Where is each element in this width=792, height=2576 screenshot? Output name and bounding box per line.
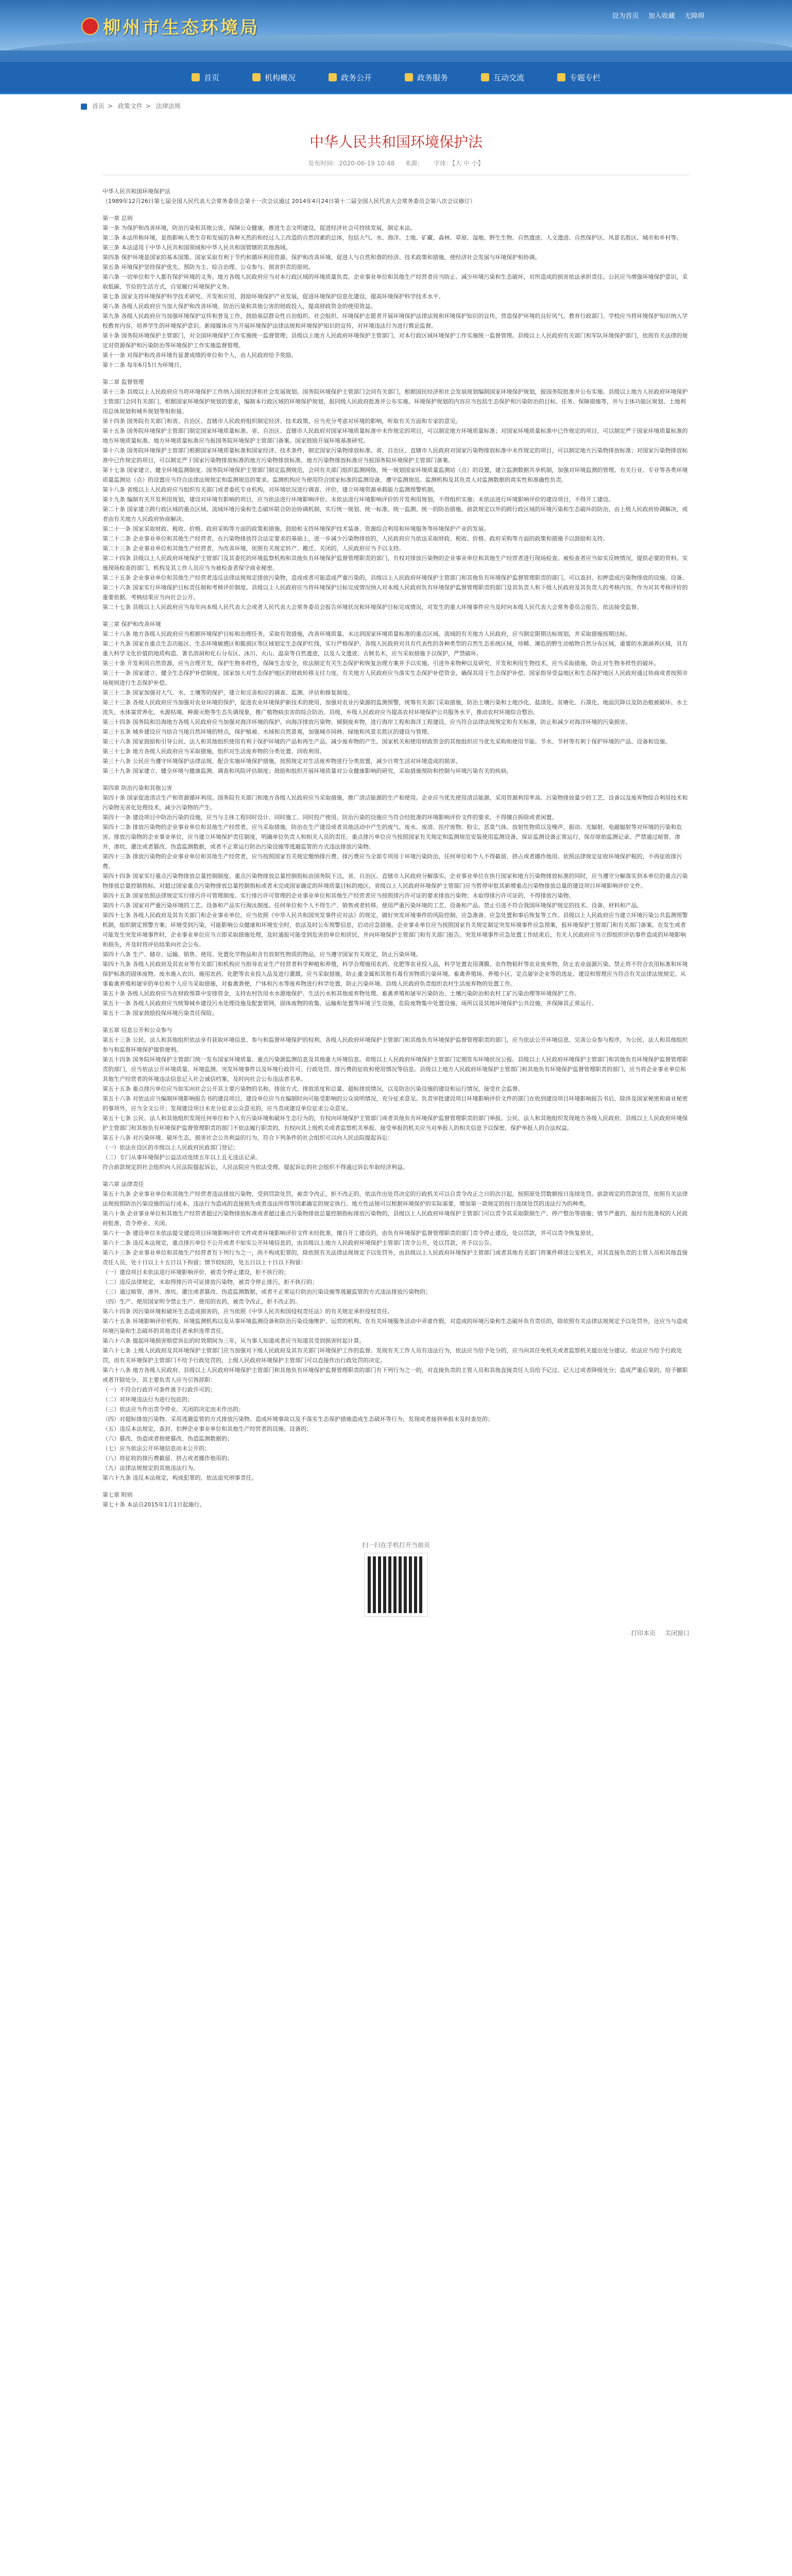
breadcrumb-item[interactable]: 法律法规	[156, 103, 181, 110]
article-paragraph: 第六十条 企业事业单位和其他生产经营者超过污染物排放标准或者超过重点污染物排放总量控制指标排放污染物的，县级以上人民政府环境保护主管部门可以责令其采取限制生产、停产整治等措施；情节严重的，报经有批准权的人民政府批准，责令停业、关闭。	[102, 1210, 688, 1227]
article-paragraph: （四）生产、使用国家明令禁止生产、使用的农药，被责令改正，拒不改正的。	[102, 1298, 301, 1305]
article-paragraph: 第三十条 开发利用自然资源，应当合理开发，保护生物多样性，保障生态安全，依法制定有关生态保护和恢复治理方案并予以实施。引进外来物种以及研究、开发和利用生物技术，应当采取措施，防止对生物多样性的破坏。	[102, 660, 660, 667]
article-paragraph: 第四十二条 排放污染物的企业事业单位和其他生产经营者，应当采取措施，防治在生产建设或者其他活动中产生的废气、废水、废渣、医疗废物、粉尘、恶臭气体、放射性物质以及噪声、振动、光辐射、电磁辐射等对环境的污染和危害。排放污染物的企业事业单位，应当建立环境保护责任制度，明确单位负责人和相关人员的责任。重点排污单位应当按照国家有关规定和监测规范安装使用监测设备，保证监测设备正常运行，保存原始监测记录。严禁通过暗管、渗井、渗坑、灌注或者篡改、伪造监测数据，或者不正常运行防治污染设施等逃避监管的方式违法排放污染物。	[102, 824, 682, 850]
article-paragraph: 第五十九条 企业事业单位和其他生产经营者违法排放污染物，受到罚款处罚，被责令改正，拒不改正的，依法作出处罚决定的行政机关可以自责令改正之日的次日起，按照原处罚数额按日连续处罚。前款规定的罚款处罚，依照有关法律法规按照防治污染设施的运行成本、违法行为造成的直接损失或者违法所得等因素确定的规定执行。地方性法规可以根据环境保护的实际需要，增加第一款规定的按日连续处罚的违法行为的种类。	[102, 1191, 688, 1207]
chapter-heading: 第六章 法律责任	[102, 1181, 144, 1188]
article-title: 中华人民共和国环境保护法	[309, 133, 483, 150]
article-paragraph: 第三十一条 国家建立、健全生态保护补偿制度。国家加大对生态保护地区的财政转移支付力度。有关地方人民政府应当落实生态保护补偿资金，确保其用于生态保护补偿。国家指导受益地区和生态保护地区人民政府通过协商或者按照市场规则进行生态保护补偿。	[102, 670, 688, 686]
article-paragraph: （三）通过暗管、渗井、渗坑、灌注或者篡改、伪造监测数据，或者不正常运行防治污染设施等逃避监管的方式违法排放污染物的；	[102, 1289, 431, 1295]
document-icon	[329, 73, 337, 81]
article-paragraph: 第四十八条 生产、储存、运输、销售、使用、处置化学物品和含有放射性物质的物品，应当遵守国家有关规定，防止污染环境。	[102, 951, 422, 958]
close-button[interactable]: 关闭窗口	[664, 1630, 690, 1637]
nav-item-topics[interactable]	[550, 72, 608, 83]
article-paragraph: （一）建设项目未依法进行环境影响评价，被责令停止建设，拒不执行的；	[102, 1269, 289, 1276]
article-paragraph: 第五十五条 重点排污单位应当如实向社会公开其主要污染物的名称、排放方式、排放浓度和总量、超标排放情况，以及防治污染设施的建设和运行情况，接受社会监督。	[102, 1086, 524, 1092]
article	[102, 131, 690, 1618]
article-paragraph: 第三十八条 公民应当遵守环境保护法律法规，配合实施环境保护措施，按照规定对生活废弃物进行分类放置，减少日常生活对环境造成的损害。	[102, 758, 461, 765]
chapter-heading: 第二章 监督管理	[102, 379, 144, 385]
article-paragraph: 第二十八条 地方各级人民政府应当根据环境保护目标和治理任务，采取有效措施，改善环境质量。未达到国家环境质量标准的重点区域、流域的有关地方人民政府，应当制定限期达标规划，并采取措施按期达标。	[102, 631, 631, 637]
article-paragraph: 第六十八条 地方各级人民政府、县级以上人民政府环境保护主管部门和其他负有环境保护监督管理职责的部门有下列行为之一的，对直接负责的主管人员和其他直接责任人员给予记过、记大过或者降级处分；造成严重后果的，给予撤职或者开除处分，其主要负责人应当引咎辞职：	[102, 1367, 688, 1383]
chat-icon	[481, 73, 489, 81]
breadcrumb-separator: >	[107, 103, 113, 110]
article-paragraph: 第六十二条 违反本法规定，重点排污单位不公开或者不如实公开环境信息的，由县级以上地方人民政府环境保护主管部门责令公开，处以罚款，并予以公告。	[102, 1240, 495, 1246]
article-paragraph: （二）对环境违法行为进行包庇的；	[102, 1396, 193, 1403]
breadcrumb-item[interactable]: 政策文件	[117, 103, 143, 110]
article-paragraph: （二）违反法律规定，未取得排污许可证排放污染物，被责令停止排污，拒不执行的；	[102, 1279, 318, 1285]
nav-item-services[interactable]	[398, 72, 455, 83]
article-paragraph: 第四条 保护环境是国家的基本国策。国家采取有利于节约和循环利用资源、保护和改善环境、促进人与自然和谐的经济、技术政策和措施，使经济社会发展与环境保护相协调。	[102, 254, 541, 261]
publish-time: 发布时间：2020-06-19 10:48	[308, 160, 395, 167]
nav-label: 首页	[203, 73, 219, 82]
nav-item-public[interactable]	[321, 72, 379, 83]
article-paragraph: 第五十八条 对污染环境、破坏生态，损害社会公共利益的行为，符合下列条件的社会组织可以向人民法院提起诉讼：	[102, 1134, 393, 1141]
article-paragraph: 第七条 国家支持环境保护科学技术研究、开发和应用，鼓励环境保护产业发展，促进环境保护信息化建设，提高环境保护科学技术水平。	[102, 293, 444, 300]
article-paragraph: 第五十三条 公民、法人和其他组织依法享有获取环境信息、参与和监督环境保护的权利。各级人民政府环境保护主管部门和其他负有环境保护监督管理职责的部门，应当依法公开环境信息、完善公众参与程序，为公民、法人和其他组织参与和监督环境保护提供便利。	[102, 1037, 688, 1053]
article-paragraph: 第六条 一切单位和个人都有保护环境的义务。地方各级人民政府应当对本行政区域的环境质量负责。企业事业单位和其他生产经营者应当防止、减少环境污染和生态破坏，对所造成的损害依法承担责任。公民应当增强环境保护意识，采取低碳、节俭的生活方式，自觉履行环境保护义务。	[102, 274, 688, 290]
article-paragraph: （三）依法应当作出责令停业、关闭的决定而未作出的；	[102, 1406, 244, 1413]
site-name: 柳州市生态环境局	[103, 18, 260, 38]
service-icon	[405, 73, 413, 81]
article-paragraph: 第三十六条 国家鼓励和引导公民、法人和其他组织使用有利于保护环境的产品和再生产品，减少废弃物的产生。国家机关和使用财政资金的其他组织应当优先采购和使用节能、节水、节材等有利于保护环境的产品、设备和设施。	[102, 738, 671, 745]
article-paragraph: （一）依法在设区的市级以上人民政府民政部门登记；	[102, 1144, 238, 1151]
article-paragraph: 第三十三条 各级人民政府应当加强对农业环境的保护，促进农业环境保护新技术的使用，加强对农业污染源的监测预警，统筹有关部门采取措施，防治土壤污染和土地沙化、盐渍化、贫瘠化、石漠化、地面沉降以及防治植被破坏、水土流失、水体富营养化、水源枯竭、种源灭绝等生态失调现象，推广植物病虫害的综合防治。县级、乡级人民政府应当提高农村环境保护公共服务水平，推动农村环境综合整治。	[102, 699, 688, 716]
article-paragraph: 第四十七条 各级人民政府及其有关部门和企业事业单位，应当依照《中华人民共和国突发事件应对法》的规定，做好突发环境事件的风险控制、应急准备、应急处置和事后恢复等工作。县级以上人民政府应当建立环境污染公共监测预警机制，组织制定预警方案；环境受到污染，可能影响公众健康和环境安全时，依法及时公布预警信息，启动应急措施。企业事业单位应当按照国家有关规定制定突发环境事件应急预案，报环境保护主管部门和有关部门备案。在发生或者可能发生突发环境事件时，企业事业单位应当立即采取措施处理，及时通报可能受到危害的单位和居民，并向环境保护主管部门和有关部门报告。突发环境事件应急处置工作结束后，有关人民政府应当立即组织评估事件造成的环境影响和损失，并及时将评估结果向社会公布。	[102, 912, 688, 948]
article-paragraph: 第四十六条 国家对严重污染环境的工艺、设备和产品实行淘汰制度。任何单位和个人不得生产、销售或者转移、使用严重污染环境的工艺、设备和产品。禁止引进不符合我国环境保护规定的技术、设备、材料和产品。	[102, 902, 643, 909]
article-paragraph: 第五十二条 国家鼓励投保环境污染责任保险。	[102, 1010, 218, 1016]
article-paragraph: 第八条 各级人民政府应当加大保护和改善环境、防治污染和其他公害的财政投入，提高财政资金的使用效益。	[102, 303, 376, 310]
main-nav	[0, 62, 792, 94]
breadcrumb-separator: >	[145, 103, 151, 110]
article-paragraph: 中华人民共和国环境保护法	[102, 188, 170, 195]
top-link[interactable]: 加入收藏	[648, 12, 675, 20]
article-paragraph: 第二十五条 企业事业单位和其他生产经营者违反法律法规规定排放污染物，造成或者可能造成严重污染的，县级以上人民政府环境保护主管部门和其他负有环境保护监督管理职责的部门，可以查封、扣押造成污染物排放的设施、设备。	[102, 574, 688, 581]
site-logo[interactable]	[81, 13, 260, 39]
article-paragraph: 第四十五条 国家依照法律规定实行排污许可管理制度。实行排污许可管理的企业事业单位和其他生产经营者应当按照排污许可证的要求排放污染物；未取得排污许可证的，不得排放污染物。	[102, 892, 575, 899]
article-paragraph: 第四十九条 各级人民政府及其农业等有关部门和机构应当指导农业生产经营者科学种植和养殖，科学合理施用农药、化肥等农业投入品，科学处置农用薄膜、农作物秸秆等农业废弃物，防止农业面源污染。禁止将不符合农用标准和环境保护标准的固体废物、废水施入农田。施用农药、化肥等农业投入品及进行灌溉，应当采取措施，防止重金属和其他有毒有害物质污染环境。畜禽养殖场、养殖小区、定点屠宰企业等的选址、建设和管理应当符合有关法律法规规定。从事畜禽养殖和屠宰的单位和个人应当采取措施，对畜禽粪便、尸体和污水等废弃物进行科学处置，防止污染环境。县级人民政府负责组织农村生活废弃物的处置工作。	[102, 961, 688, 987]
article-paragraph: 第四十一条 建设项目中防治污染的设施，应当与主体工程同时设计、同时施工、同时投产使用。防治污染的设施应当符合经批准的环境影响评价文件的要求，不得擅自拆除或者闲置。	[102, 814, 558, 821]
article-paragraph: 第二十六条 国家实行环境保护目标责任制和考核评价制度。县级以上人民政府应当将环境保护目标完成情况纳入对本级人民政府负有环境保护监督管理职责的部门及其负责人和下级人民政府及其负责人的考核内容，作为对其考核评价的重要依据。考核结果应当向社会公开。	[102, 584, 688, 601]
article-paragraph: 第七十条 本法自2015年1月1日起施行。	[102, 1501, 205, 1508]
emblem-icon	[81, 18, 99, 35]
article-paragraph: 第三十二条 国家加强对大气、水、土壤等的保护，建立和完善相应的调查、监测、评估和修复制度。	[102, 689, 354, 696]
article-paragraph: 第十五条 国务院环境保护主管部门制定国家环境质量标准。省、自治区、直辖市人民政府对国家环境质量标准中未作规定的项目，可以制定地方环境质量标准；对国家环境质量标准中已作规定的项目，可以制定严于国家环境质量标准的地方环境质量标准。地方环境质量标准应当报国务院环境保护主管部门备案。国家鼓励开展环境基准研究。	[102, 428, 688, 444]
nav-item-interaction[interactable]	[474, 72, 531, 83]
article-paragraph: 第六十四条 因污染环境和破坏生态造成损害的，应当依照《中华人民共和国侵权责任法》的有关规定承担侵权责任。	[102, 1308, 393, 1315]
nav-item-home[interactable]	[184, 72, 227, 83]
article-paragraph: 第五十四条 国务院环境保护主管部门统一发布国家环境质量、重点污染源监测信息及其他重大环境信息。省级以上人民政府环境保护主管部门定期发布环境状况公报。县级以上人民政府环境保护主管部门和其他负有环境保护监督管理职责的部门，应当依法公开环境质量、环境监测、突发环境事件以及环境行政许可、行政处罚、排污费的征收和使用情况等信息。县级以上地方人民政府环境保护主管部门和其他负有环境保护监督管理职责的部门，应当将企业事业单位和其他生产经营者的环境违法信息记入社会诚信档案，及时向社会公布违法者名单。	[102, 1056, 688, 1082]
article-paragraph: 第十条 国务院环境保护主管部门，对全国环境保护工作实施统一监督管理；县级以上地方人民政府环境保护主管部门，对本行政区域环境保护工作实施统一监督管理。县级以上人民政府有关部门和军队环境保护部门，依照有关法律的规定对资源保护和污染防治等环境保护工作实施监督管理。	[102, 332, 688, 349]
chapter-heading: 第三章 保护和改善环境	[102, 621, 161, 628]
article-paragraph: 第五十一条 各级人民政府应当统筹城乡建设污水处理设施及配套管网，固体废物的收集、运输和处置等环境卫生设施，危险废物集中处置设施、场所以及其他环境保护公共设施，并保障其正常运行。	[102, 1000, 597, 1007]
article-paragraph: 第六十五条 环境影响评价机构、环境监测机构以及从事环境监测设备和防治污染设施维护、运营的机构，在有关环境服务活动中弄虚作假，对造成的环境污染和生态破坏负有责任的，除依照有关法律法规规定予以处罚外，还应当与造成环境污染和生态破坏的其他责任者承担连带责任。	[102, 1318, 688, 1334]
article-paragraph: 第六十九条 违反本法规定，构成犯罪的，依法追究刑事责任。	[102, 1475, 257, 1481]
article-paragraph: （四）对超标排放污染物、采用逃避监管的方式排放污染物、造成环境事故以及不落实生态保护措施造成生态破坏等行为，发现或者接到举报未及时查处的；	[102, 1416, 493, 1422]
nav-label: 互动交流	[493, 73, 525, 82]
nav-label: 机构概况	[264, 73, 296, 82]
article-paragraph: 第六十三条 企业事业单位和其他生产经营者有下列行为之一，尚不构成犯罪的，除依照有关法律法规规定予以处罚外，由县级以上人民政府环境保护主管部门或者其他有关部门将案件移送公安机关，对其直接负责的主管人员和其他直接责任人员，处十日以上十五日以下拘留；情节较轻的，处五日以上十日以下拘留：	[102, 1249, 688, 1266]
article-paragraph: 第四十三条 排放污染物的企业事业单位和其他生产经营者，应当按照国家有关规定缴纳排污费。排污费应当全部专项用于环境污染防治，任何单位和个人不得截留、挤占或者挪作他用。依照法律规定征收环境保护税的，不再征收排污费。	[102, 853, 682, 870]
article-paragraph: 第十一条 对保护和改善环境有显著成绩的单位和个人，由人民政府给予奖励。	[102, 352, 297, 359]
article-paragraph: 第十四条 国务院有关部门和省、自治区、直辖市人民政府组织制定经济、技术政策，应当充分考虑对环境的影响，听取有关方面和专家的意见。	[102, 418, 461, 425]
article-paragraph: （五）违反本法规定，查封、扣押企业事业单位和其他生产经营者的设施、设备的；	[102, 1426, 312, 1432]
article-meta	[102, 159, 690, 175]
article-paragraph: 第三十四条 国务院和沿海地方各级人民政府应当加强对海洋环境的保护。向海洋排放污染物、倾倒废弃物，进行海岸工程和海洋工程建设，应当符合法律法规规定和有关标准，防止和减少对海洋环境的污染损害。	[102, 719, 631, 725]
article-paragraph: 第五十七条 公民、法人和其他组织发现任何单位和个人有污染环境和破坏生态行为的，有权向环境保护主管部门或者其他负有环境保护监督管理职责的部门举报。公民、法人和其他组织发现地方各级人民政府、县级以上人民政府环境保护主管部门和其他负有环境保护监督管理职责的部门不依法履行职责的，有权向其上级机关或者监察机关举报。接受举报的机关应当对举报人的相关信息予以保密，保护举报人的合法权益。	[102, 1115, 688, 1131]
article-paragraph: 第二十四条 县级以上人民政府环境保护主管部门及其委托的环境监察机构和其他负有环境保护监督管理职责的部门，有权对排放污染物的企业事业单位和其他生产经营者进行现场检查。被检查者应当如实反映情况，提供必要的资料。实施现场检查的部门、机构及其工作人员应当为被检查者保守商业秘密。	[102, 555, 688, 571]
chapter-heading: 第一章 总则	[102, 215, 133, 222]
building-icon	[252, 73, 261, 81]
article-paragraph: 第六十一条 建设单位未依法提交建设项目环境影响评价文件或者环境影响评价文件未经批准，擅自开工建设的，由负有环境保护监督管理职责的部门责令停止建设，处以罚款，并可以责令恢复原状。	[102, 1230, 597, 1236]
page-tools	[102, 1629, 690, 1637]
article-paragraph: （1989年12月26日第七届全国人民代表大会常务委员会第十一次会议通过 2014年4月24日第十二届全国人民代表大会常务委员会第八次会议修订）	[102, 198, 476, 205]
top-link[interactable]: 设为首页	[612, 12, 639, 20]
article-paragraph: （八）将征收的排污费截留、挤占或者挪作他用的；	[102, 1455, 233, 1462]
article-paragraph: 第二十二条 企业事业单位和其他生产经营者，在污染物排放符合法定要求的基础上，进一步减少污染物排放的，人民政府应当依法采取财政、税收、价格、政府采购等方面的政策和措施予以鼓励和支持。	[102, 535, 609, 542]
font-size-control[interactable]: 字体：【大 中 小】	[434, 160, 484, 167]
article-paragraph: 第一条 为保护和改善环境，防治污染和其他公害，保障公众健康，推进生态文明建设，促进经济社会可持续发展，制定本法。	[102, 225, 416, 231]
home-icon	[81, 104, 87, 110]
article-paragraph: 第二十一条 国家采取财政、税收、价格、政府采购等方面的政策和措施，鼓励和支持环境保护技术装备、资源综合利用和环境服务等环境保护产业的发展。	[102, 526, 490, 532]
article-paragraph: （九）法律法规规定的其他违法行为。	[102, 1465, 199, 1471]
home-icon	[192, 73, 200, 81]
banner-water	[0, 50, 792, 62]
article-paragraph: 第十八条 省级以上人民政府应当组织有关部门或者委托专业机构，对环境状况进行调查、评价，建立环境资源承载能力监测预警机制。	[102, 486, 439, 493]
top-link[interactable]: 无障碍	[684, 12, 704, 20]
article-paragraph: （六）篡改、伪造或者指使篡改、伪造监测数据的；	[102, 1435, 233, 1442]
article-paragraph: 第三十九条 国家建立、健全环境与健康监测、调查和风险评估制度；鼓励和组织开展环境质量对公众健康影响的研究，采取措施预防和控制与环境污染有关的疾病。	[102, 768, 512, 774]
article-paragraph: 第三十七条 地方各级人民政府应当采取措施，组织对生活废弃物的分类处置、回收利用。	[102, 748, 325, 755]
article-paragraph: 符合前款规定的社会组织向人民法院提起诉讼，人民法院应当依法受理。提起诉讼的社会组织不得通过诉讼牟取经济利益。	[102, 1164, 408, 1171]
article-paragraph: 第三条 本法适用于中华人民共和国领域和中华人民共和国管辖的其他海域。	[102, 244, 291, 251]
article-paragraph: 第四十条 国家促进清洁生产和资源循环利用。国务院有关部门和地方各级人民政府应当采取措施，推广清洁能源的生产和使用。企业应当优先使用清洁能源，采用资源利用率高、污染物排放量少的工艺、设备以及废弃物综合利用技术和污染物无害化处理技术，减少污染物的产生。	[102, 794, 688, 811]
article-paragraph: 第六十六条 提起环境损害赔偿诉讼的时效期间为三年，从当事人知道或者应当知道其受到损害时起计算。	[102, 1337, 365, 1344]
article-paragraph: 第十二条 每年6月5日为环境日。	[102, 362, 185, 368]
article-paragraph: 第五条 环境保护坚持保护优先、预防为主、综合治理、公众参与、损害担责的原则。	[102, 264, 314, 270]
qr-section	[102, 1540, 690, 1618]
qr-code	[365, 1553, 427, 1616]
nav-label: 专题专栏	[570, 73, 601, 82]
article-paragraph: 第二十三条 企业事业单位和其他生产经营者，为改善环境，依照有关规定转产、搬迁、关闭的，人民政府应当予以支持。	[102, 545, 405, 552]
article-body	[102, 175, 690, 1510]
article-paragraph: 第十六条 国务院环境保护主管部门根据国家环境质量标准和国家经济、技术条件，制定国家污染物排放标准。省、自治区、直辖市人民政府对国家污染物排放标准中未作规定的项目，可以制定地方污染物排放标准；对国家污染物排放标准中已作规定的项目，可以制定严于国家污染物排放标准的地方污染物排放标准。地方污染物排放标准应当报国务院环境保护主管部门备案。	[102, 447, 688, 464]
nav-item-about[interactable]	[245, 72, 303, 83]
article-paragraph: 第二条 本法所称环境，是指影响人类生存和发展的各种天然的和经过人工改造的自然因素的总体，包括大气、水、海洋、土地、矿藏、森林、草原、湿地、野生生物、自然遗迹、人文遗迹、自然保护区、风景名胜区、城市和乡村等。	[102, 234, 682, 241]
article-paragraph: （七）应当依法公开环境信息而未公开的；	[102, 1445, 210, 1452]
article-paragraph: 第五十六条 对依法应当编制环境影响报告书的建设项目，建设单位应当在编制时向可能受影响的公众说明情况，充分征求意见。负责审批建设项目环境影响评价文件的部门在收到建设项目环境影响报告书后，除涉及国家秘密和商业秘密的事项外，应当全文公开；发现建设项目未充分征求公众意见的，应当责成建设单位征求公众意见。	[102, 1095, 688, 1112]
nav-label: 政务服务	[417, 73, 449, 82]
article-paragraph: 第五十条 各级人民政府应当在财政预算中安排资金，支持农村饮用水水源地保护、生活污水和其他废弃物处理、畜禽养殖和屠宰污染防治、土壤污染防治和农村工矿污染治理等环境保护工作。	[102, 990, 580, 997]
folder-icon	[557, 73, 565, 81]
header-banner	[0, 0, 792, 62]
breadcrumb	[81, 101, 711, 110]
breadcrumb-item[interactable]: 首页	[92, 103, 105, 110]
article-paragraph: 第二十七条 县级以上人民政府应当每年向本级人民代表大会或者人民代表大会常务委员会报告环境状况和环境保护目标完成情况，对发生的重大环境事件应当及时向本级人民代表大会常务委员会报告，依法接受监督。	[102, 604, 643, 611]
qr-label: 扫一扫在手机打开当前页	[361, 1541, 430, 1549]
article-paragraph: 第十七条 国家建立、健全环境监测制度。国务院环境保护主管部门制定监测规范，会同有关部门组织监测网络，统一规划国家环境质量监测站（点）的设置，建立监测数据共享机制，加强对环境监测的管理。有关行业、专业等各类环境质量监测站（点）的设置应当符合法律法规规定和监测规范的要求。监测机构应当使用符合国家标准的监测设备，遵守监测规范。监测机构及其负责人对监测数据的真实性和准确性负责。	[102, 467, 688, 483]
top-links	[605, 10, 704, 20]
nav-label: 政务公开	[340, 73, 372, 82]
article-paragraph: 第六十七条 上级人民政府及其环境保护主管部门应当加强对下级人民政府及其有关部门环境保护工作的监督。发现有关工作人员有违法行为，依法应当给予处分的，应当向其任免机关或者监察机关提出处分建议。依法应当给予行政处罚，而有关环境保护主管部门不给予行政处罚的，上级人民政府环境保护主管部门可以直接作出行政处罚的决定。	[102, 1347, 682, 1364]
article-paragraph: 第十九条 编制有关开发利用规划，建设对环境有影响的项目，应当依法进行环境影响评价。未依法进行环境影响评价的开发利用规划，不得组织实施；未依法进行环境影响评价的建设项目，不得开工建设。	[102, 496, 614, 503]
article-paragraph: 第三十五条 城乡建设应当结合当地自然环境的特点，保护植被、水域和自然景观，加强城市园林、绿地和风景名胜区的建设与管理。	[102, 728, 433, 735]
print-button[interactable]: 打印本页	[631, 1630, 656, 1637]
article-paragraph: 第四十四条 国家实行重点污染物排放总量控制制度。重点污染物排放总量控制指标由国务院下达，省、自治区、直辖市人民政府分解落实。企业事业单位在执行国家和地方污染物排放标准的同时，应当遵守分解落实到本单位的重点污染物排放总量控制指标。对超过国家重点污染物排放总量控制指标或者未完成国家确定的环境质量目标的地区，省级以上人民政府环境保护主管部门应当暂停审批其新增重点污染物排放总量的建设项目环境影响评价文件。	[102, 873, 688, 889]
article-paragraph: （一）不符合行政许可条件准予行政许可的；	[102, 1386, 216, 1393]
article-paragraph: 第十三条 县级以上人民政府应当将环境保护工作纳入国民经济和社会发展规划。国务院环境保护主管部门会同有关部门，根据国民经济和社会发展规划编制国家环境保护规划，报国务院批准并公布实施。县级以上地方人民政府环境保护主管部门会同有关部门，根据国家环境保护规划的要求，编制本行政区域的环境保护规划，报同级人民政府批准并公布实施。环境保护规划的内容应当包括生态保护和污染防治的目标、任务、保障措施等，并与主体功能区规划、土地利用总体规划和城乡规划等相衔接。	[102, 388, 688, 415]
source: 来源：	[405, 160, 424, 167]
chapter-heading: 第七章 附则	[102, 1492, 133, 1498]
article-paragraph: 第二十九条 国家在重点生态功能区、生态环境敏感区和脆弱区等区域划定生态保护红线，实行严格保护。各级人民政府对具有代表性的各种类型的自然生态系统区域，珍稀、濒危的野生动植物自然分布区域，重要的水源涵养区域，具有重大科学文化价值的地质构造、著名溶洞和化石分布区、冰川、火山、温泉等自然遗迹，以及人文遗迹、古树名木，应当采取措施予以保护，严禁破坏。	[102, 640, 688, 657]
chapter-heading: 第四章 防治污染和其他公害	[102, 785, 173, 791]
article-paragraph: （二）专门从事环境保护公益活动连续五年以上且无违法记录。	[102, 1154, 261, 1161]
article-paragraph: 第九条 各级人民政府应当加强环境保护宣传和普及工作，鼓励基层群众性自治组织、社会组织、环境保护志愿者开展环境保护法律法规和环境保护知识的宣传，营造保护环境的良好风气。教育行政部门、学校应当将环境保护知识纳入学校教育内容，培养学生的环境保护意识。新闻媒体应当开展环境保护法律法规和环境保护知识的宣传，对环境违法行为进行舆论监督。	[102, 313, 688, 329]
article-paragraph: 第二十条 国家建立跨行政区域的重点区域、流域环境污染和生态破坏联合防治协调机制，实行统一规划、统一标准、统一监测、统一的防治措施。前款规定以外的跨行政区域的环境污染和生态破坏的防治，由上级人民政府协调解决，或者由有关地方人民政府协商解决。	[102, 506, 688, 522]
chapter-heading: 第五章 信息公开和公众参与	[102, 1027, 173, 1033]
